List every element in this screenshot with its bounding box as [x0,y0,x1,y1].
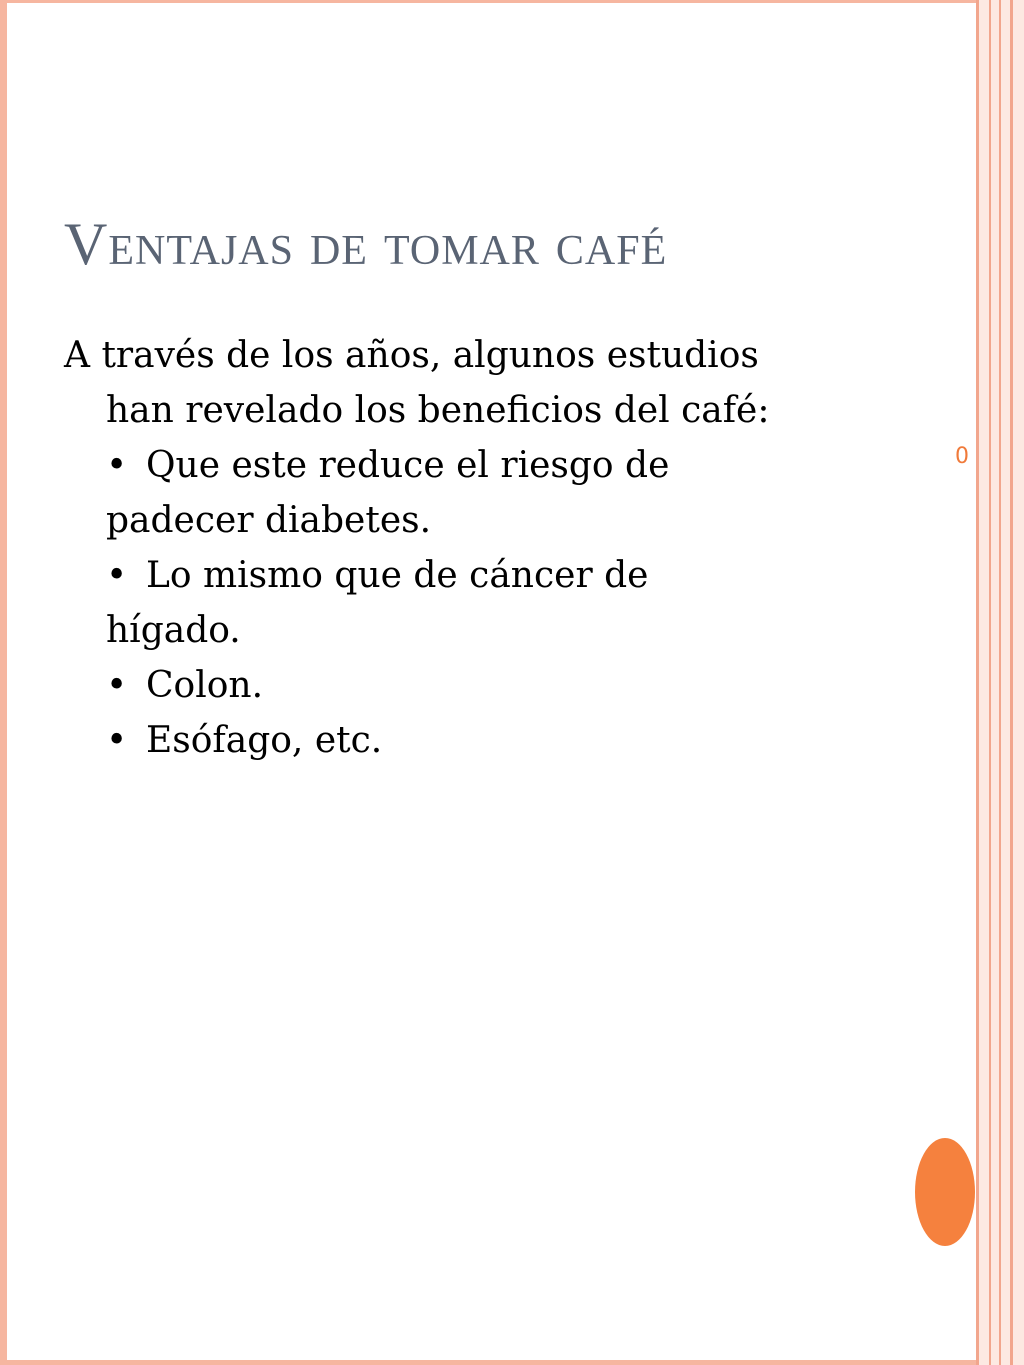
bullet-text: Colon. [146,665,264,706]
frame-left-border [0,0,7,1365]
bullet-icon: • [106,720,128,761]
decorative-line [989,0,991,1365]
bullet-item [64,548,894,603]
slide-number: 0 [955,444,969,469]
decorative-line [999,0,1001,1365]
bullet-text: Esófago, etc. [146,720,383,761]
frame-bottom-border [0,1360,1024,1365]
bullet-continuation: hígado. [106,610,241,651]
decorative-line [1010,0,1013,1365]
bullet-icon: • [106,555,128,596]
intro-text-line: han revelado los beneficios del café: [106,390,770,431]
bullet-text: Lo mismo que de cáncer de [146,555,649,596]
decorative-line [976,0,979,1365]
orange-oval-decoration [915,1138,975,1246]
bullet-icon: • [106,445,128,486]
frame-top-border [0,0,1024,3]
bullet-item [64,713,894,768]
bullet-continuation: padecer diabetes. [106,500,432,541]
bullet-item [64,658,894,713]
bullet-item [64,438,894,493]
bullet-icon: • [106,665,128,706]
slide-title: Ventajas de tomar café [64,211,668,277]
intro-text-line: A través de los años, algunos estudios [64,335,759,376]
slide-body [64,328,894,768]
bullet-text: Que este reduce el riesgo de [146,445,670,486]
